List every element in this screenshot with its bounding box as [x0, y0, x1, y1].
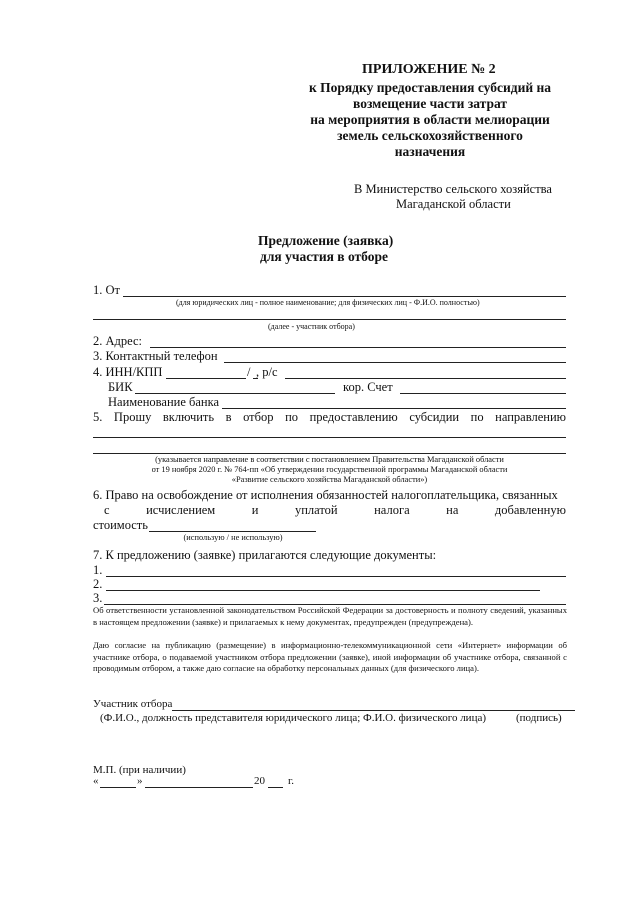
item5-word: в	[225, 410, 232, 424]
item6-word: налога	[374, 503, 410, 517]
item5-word: субсидии	[409, 410, 460, 424]
inn-field[interactable]	[166, 378, 246, 379]
item1-hint-2: (далее - участник отбора)	[268, 322, 355, 331]
item5-text	[93, 410, 566, 425]
appendix-line-3: на мероприятия в области мелиорации	[310, 112, 550, 127]
date-day-field[interactable]	[100, 787, 136, 788]
document-field-2[interactable]	[106, 590, 540, 591]
item1-name-field[interactable]	[123, 296, 566, 297]
item2-label: 2. Адрес:	[93, 334, 143, 348]
bank-name-label: Наименование банка	[108, 395, 220, 409]
item5-word: предоставлению	[309, 410, 398, 424]
item1-name-field-2[interactable]	[93, 319, 566, 320]
item5-word: 5.	[93, 410, 103, 424]
direction-field-1[interactable]	[93, 437, 566, 438]
item5-hint-2: от 19 ноября 2020 г. № 764-пп «Об утверждении государственной программы Магаданской области	[151, 465, 508, 474]
item5-word: направлению	[495, 410, 566, 424]
item6-line-2	[104, 503, 566, 518]
date-year-suffix: г.	[288, 775, 295, 787]
item4-label: 4. ИНН/КПП	[93, 365, 163, 379]
item5-word: по	[285, 410, 299, 424]
item5-hint-1: (указывается направление в соответствии с постановлением Правительства Магаданской области	[155, 455, 504, 464]
item6-line-1: 6. Право на освобождение от исполнения обязанностей налогоплательщика, связанных	[93, 488, 558, 502]
participant-field[interactable]	[172, 710, 575, 711]
kor-account-label: кор. Счет	[343, 380, 393, 394]
item5-word: включить	[162, 410, 215, 424]
item6-word: на	[446, 503, 459, 517]
doc-number-1: 1.	[93, 563, 103, 577]
doc-number-3: 3.	[93, 591, 103, 605]
item6-word: и	[251, 503, 259, 517]
bik-field[interactable]	[135, 393, 335, 394]
item5-word: отбор	[243, 410, 274, 424]
item7-label: 7. К предложению (заявке) прилагаются следующие документы:	[93, 548, 437, 562]
bank-name-field[interactable]	[222, 408, 566, 409]
phone-field[interactable]	[224, 362, 566, 363]
participant-label: Участник отбора	[93, 698, 173, 710]
item6-word: исчислением	[146, 503, 216, 517]
vat-exemption-field[interactable]	[149, 531, 316, 532]
participant-hint: (Ф.И.О., должность представителя юридического лица; Ф.И.О. физического лица)	[100, 712, 487, 724]
item6-word: уплатой	[294, 503, 338, 517]
kor-account-field[interactable]	[400, 393, 566, 394]
inn-kpp-separator: /	[247, 365, 251, 379]
direction-field-2[interactable]	[93, 453, 566, 454]
item6-line-3: стоимость	[93, 518, 148, 532]
appendix-line-1: к Порядку предоставления субсидий на	[308, 80, 552, 95]
rs-label: , р/с	[256, 365, 278, 379]
item5-hint-3: «Развитие сельского хозяйства Магаданской области»)	[231, 475, 428, 484]
address-field[interactable]	[150, 347, 566, 348]
date-year-prefix: 20	[254, 775, 265, 787]
item5-word: по	[470, 410, 484, 424]
appendix-line-2: возмещение части затрат	[353, 96, 507, 111]
date-open-quote: «	[93, 775, 99, 787]
signature-hint: (подпись)	[516, 712, 562, 724]
appendix-title: ПРИЛОЖЕНИЕ № 2	[362, 62, 496, 77]
item6-word: добавленную	[494, 503, 566, 517]
item3-label: 3. Контактный телефон	[93, 349, 218, 363]
item1-hint: (для юридических лиц - полное наименование; для физических лиц - Ф.И.О. полностью)	[176, 298, 480, 307]
date-month-field[interactable]	[145, 787, 253, 788]
appendix-line-5: назначения	[394, 144, 466, 159]
doc-number-2: 2.	[93, 577, 103, 591]
form-title-line-2: для участия в отборе	[260, 249, 388, 264]
responsibility-statement: Об ответственности установленной законодательством Российской Федерации за достоверность и полноту сведений, указанных в настоящем предложении (заявке) и прилагаемых к нему документах, предупрежден (предупреждена).	[93, 605, 567, 627]
bik-label: БИК	[108, 380, 133, 394]
addressee-line-2: Магаданской области	[396, 197, 511, 211]
item1-label: 1. От	[93, 283, 120, 297]
form-title-line-1: Предложение (заявка)	[258, 233, 394, 248]
item5-word: Прошу	[113, 410, 152, 424]
appendix-line-4: земель сельскохозяйственного	[337, 128, 523, 143]
document-field-1[interactable]	[106, 576, 566, 577]
consent-statement: Даю согласие на публикацию (размещение) в информационно-телекоммуникационной сети «Интернет» информации об участнике отбора, о подаваемой участником отбора предложении (заявке), иной информации об участнике отбора, связанной с проводимым отбором, а также даю согласие на обработку персональных данных (для физического лица).	[93, 640, 567, 673]
stamp-label: М.П. (при наличии)	[93, 764, 186, 776]
item6-hint: (использую / не использую)	[183, 533, 283, 542]
item6-word: с	[104, 503, 110, 517]
date-year-field[interactable]	[268, 787, 283, 788]
date-close-quote: »	[137, 775, 143, 787]
rs-field[interactable]	[285, 378, 566, 379]
addressee-line-1: В Министерство сельского хозяйства	[354, 182, 552, 196]
